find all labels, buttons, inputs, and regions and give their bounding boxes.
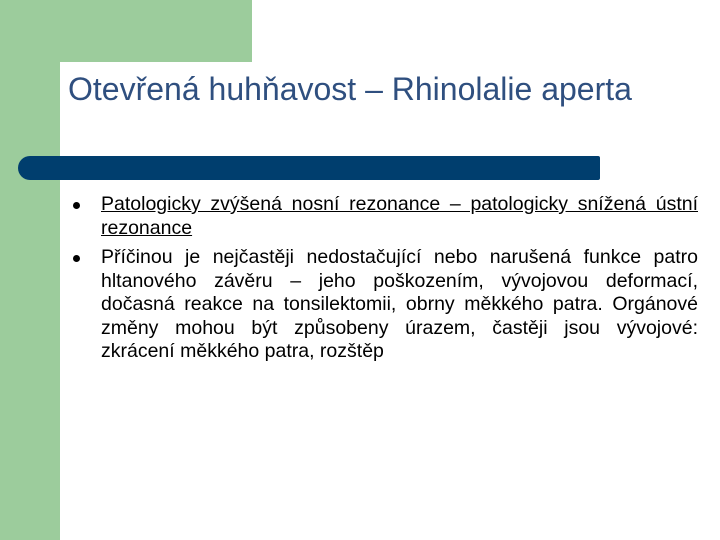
bullet-text: Příčinou je nejčastěji nedostačující nebo narušená funkce patro hltanového závěru – jeho poškozením, vývojovou deformací, dočasná reakce na tonsilektomii, obrny měkkého patra. Orgánové změny mohou být způsobeny úrazem, častěji jsou vývojové: zkrácení měkkého patra, rozštěp bbox=[101, 246, 698, 362]
bullet-dot-icon bbox=[73, 255, 80, 262]
bullet-list bbox=[70, 193, 698, 370]
bullet-text: Patologicky zvýšená nosní rezonance – patologicky snížená ústní rezonance bbox=[101, 193, 698, 239]
bullet-dot-icon bbox=[73, 202, 80, 209]
green-sidebar bbox=[0, 0, 60, 540]
green-top-block bbox=[0, 0, 252, 62]
slide-title: Otevřená huhňavost – Rhinolalie aperta bbox=[68, 71, 632, 107]
bullet-item bbox=[70, 246, 698, 364]
bullet-item bbox=[70, 193, 698, 240]
title-underline-bar bbox=[18, 156, 600, 180]
